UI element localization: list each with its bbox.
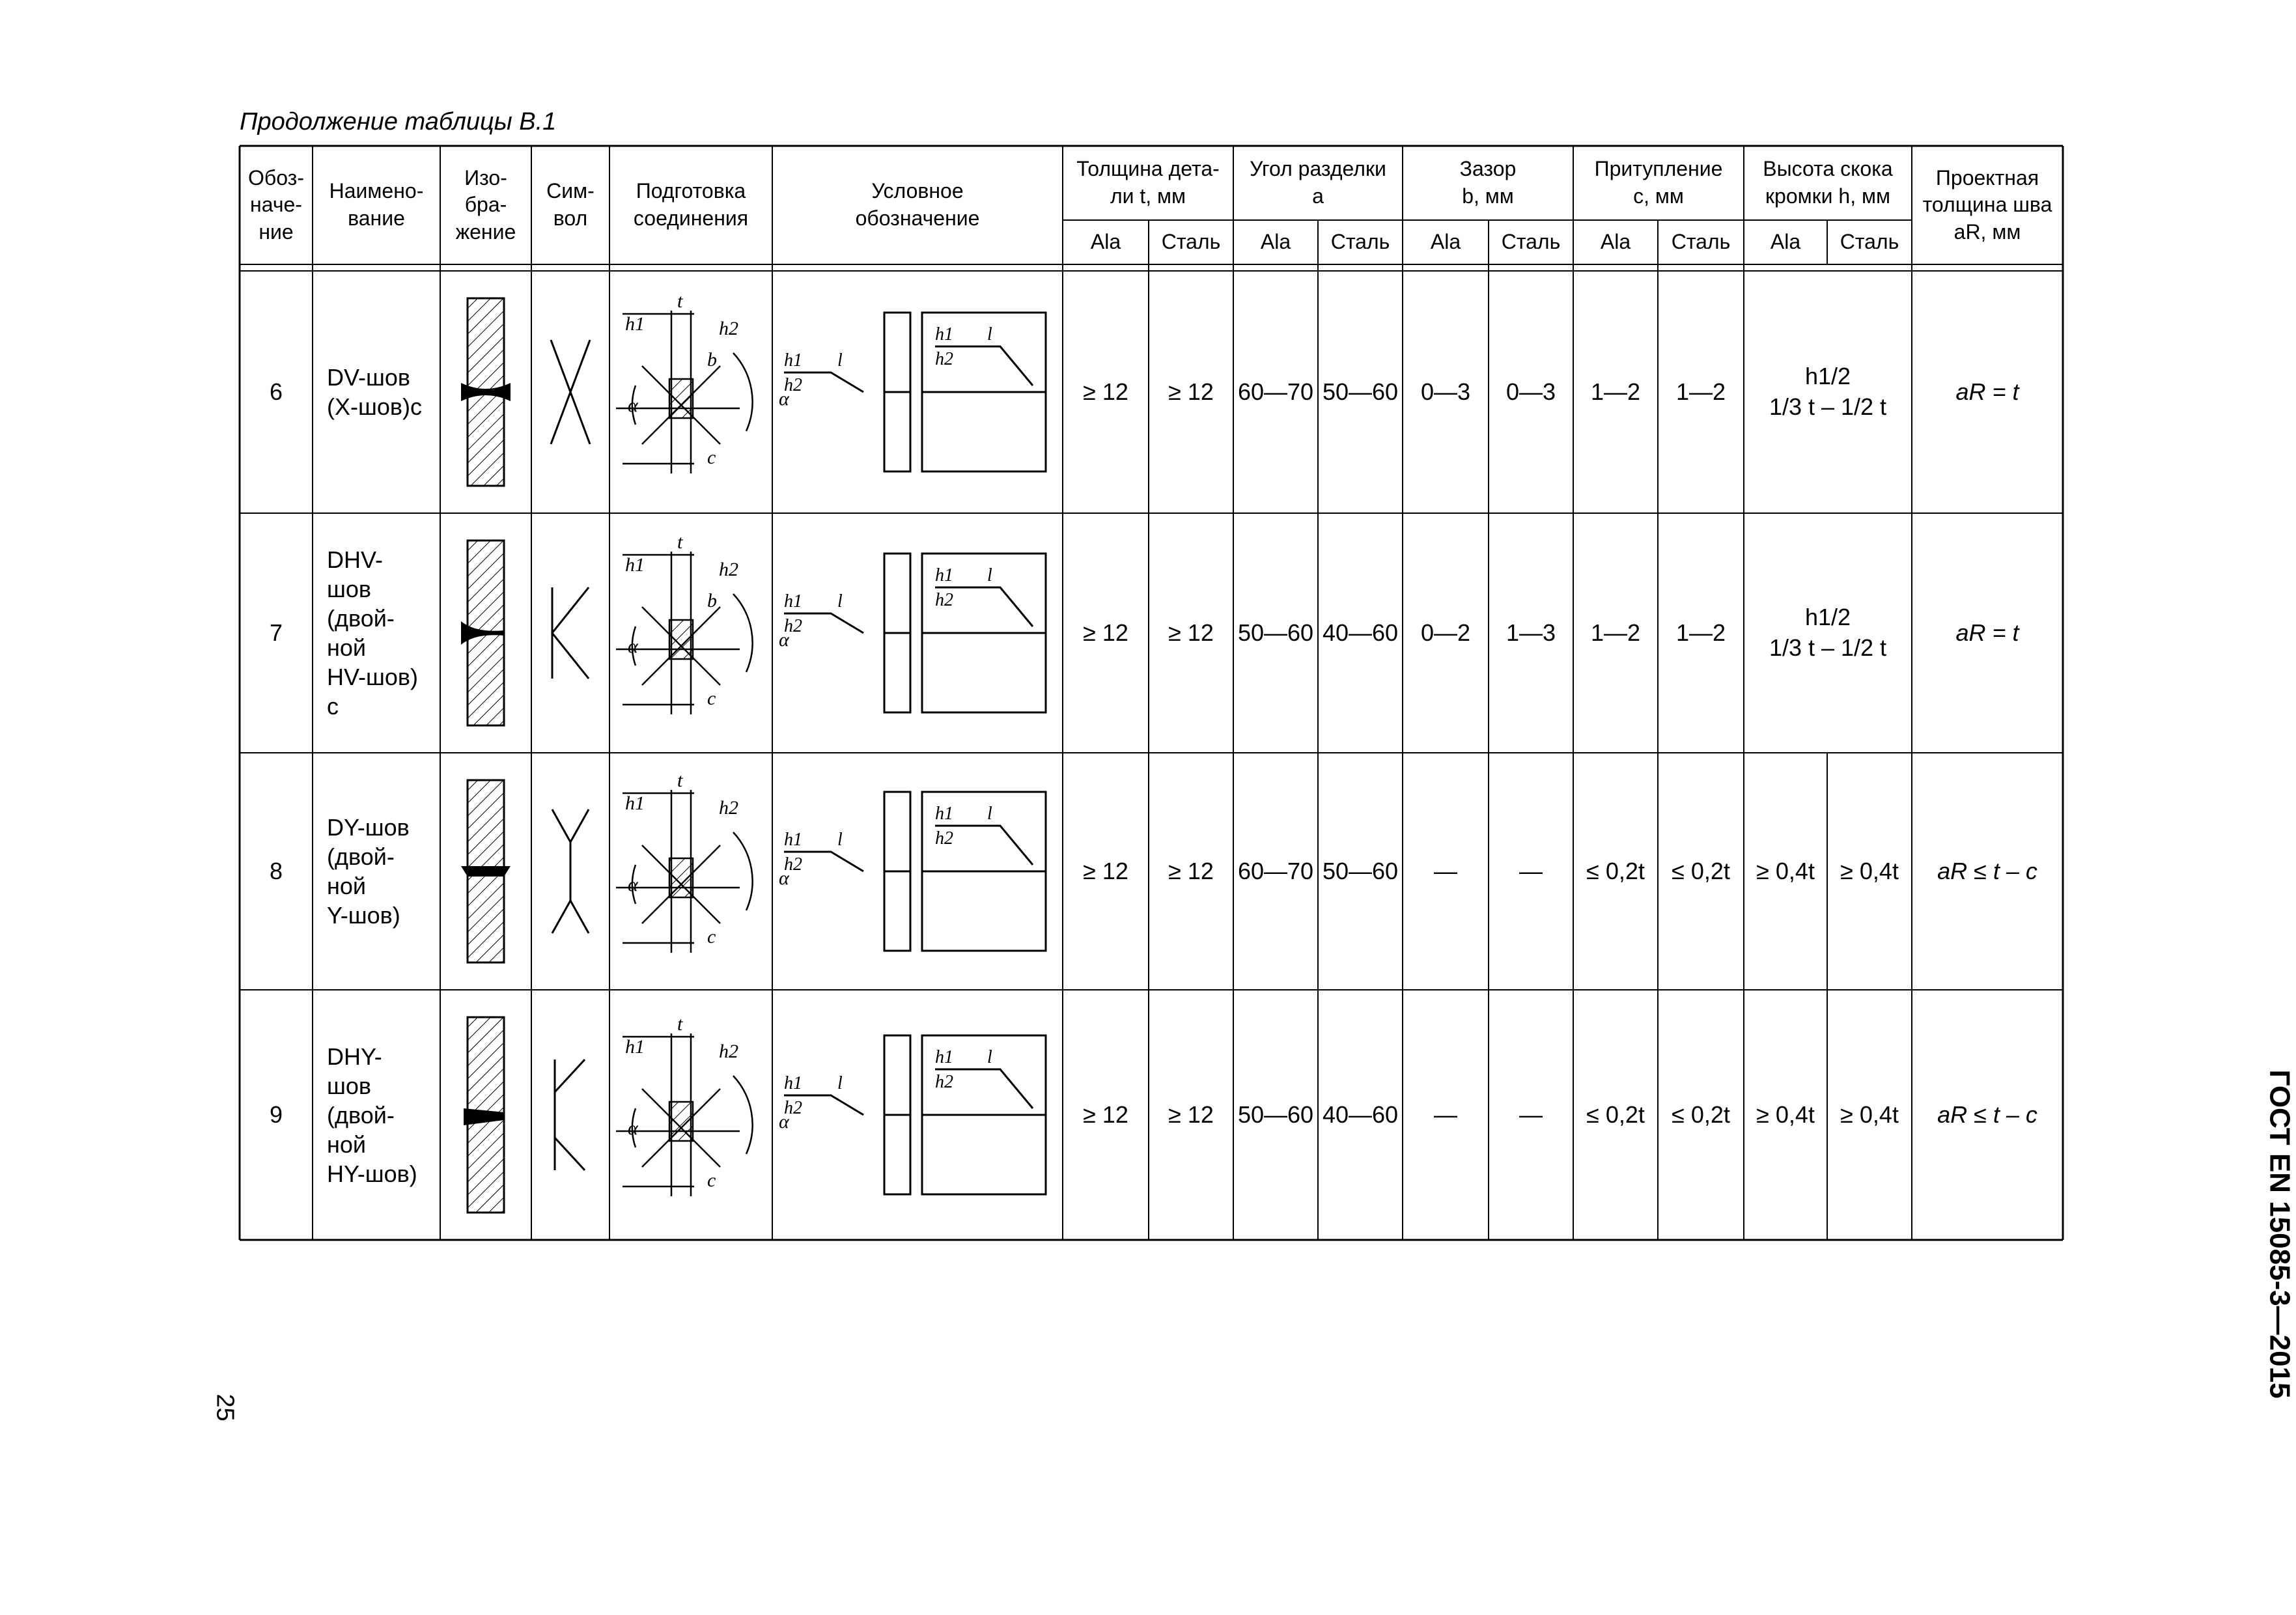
text-stack: [248, 165, 304, 246]
label-c: c: [707, 447, 716, 468]
conventional-notation-drawing: [772, 513, 1063, 753]
row-name: [313, 271, 440, 513]
text-line: Условное: [871, 179, 964, 203]
row-bevel-height: [1744, 513, 1912, 753]
joint-preparation-drawing: [609, 271, 789, 513]
text-line: Обоз-: [248, 165, 304, 190]
text-line: ние: [259, 219, 294, 244]
label-t: t: [677, 290, 683, 312]
text-line: Зазор: [1459, 157, 1517, 181]
row-gap-steel: 1—3: [1505, 619, 1556, 646]
page-number: 25: [211, 1394, 239, 1422]
text-line: соединения: [633, 206, 749, 230]
weld-image: [440, 513, 531, 753]
text-line: Проектная: [1935, 165, 2039, 190]
text-line: Толщина дета-: [1076, 157, 1220, 181]
row-blunt-steel: 1—2: [1675, 378, 1726, 405]
row-design-throat: aR = t: [1955, 378, 2019, 405]
row-thickness-steel: ≥ 12: [1168, 378, 1214, 405]
header-designation: [240, 146, 313, 264]
label-h2: h2: [784, 1098, 802, 1118]
label-h2: h2: [719, 318, 738, 339]
header-gap: [1403, 146, 1573, 220]
table-caption: Продолжение таблицы В.1: [240, 108, 557, 135]
subheader-al: Ala: [1600, 230, 1631, 254]
subheader-al: Ala: [1430, 230, 1461, 254]
text-line: ной: [327, 634, 367, 661]
row-blunt-al: ≤ 0,2t: [1586, 1101, 1645, 1128]
text-line: (двой-: [327, 843, 395, 870]
label-alpha: α: [628, 874, 638, 895]
row-angle-al: 50—60: [1237, 619, 1314, 646]
label-c: c: [707, 688, 716, 709]
text-stack: [327, 813, 410, 930]
text-stack: [329, 178, 424, 232]
text-stack: [1769, 602, 1886, 664]
label-alpha: α: [779, 629, 789, 651]
row-gap-steel: 0—3: [1505, 378, 1556, 405]
label-alpha: α: [628, 636, 638, 657]
row-bevel-al: ≥ 0,4t: [1756, 1101, 1815, 1128]
subheader-al: Ala: [1260, 230, 1291, 254]
text-line: бра-: [464, 193, 507, 217]
text-line: aR, мм: [1953, 219, 2021, 244]
weld-image: [440, 753, 531, 990]
label-h1: h1: [784, 1073, 802, 1093]
row-gap-steel: —: [1519, 857, 1543, 884]
text-stack: [1076, 156, 1220, 210]
label-alpha: α: [779, 867, 789, 889]
row-thickness-steel: ≥ 12: [1168, 619, 1214, 646]
text-stack: [634, 178, 748, 232]
label-c: c: [707, 926, 716, 948]
joint-preparation-drawing: [609, 753, 789, 990]
row-thickness-al: ≥ 12: [1083, 1101, 1128, 1128]
label-t: t: [677, 531, 683, 553]
text-line: HY-шов): [327, 1160, 417, 1187]
text-line: 1/3 t – 1/2 t: [1769, 634, 1887, 661]
text-line: Изо-: [464, 165, 507, 190]
text-line: Y-шов): [327, 902, 400, 929]
subheader-al: Ala: [1770, 230, 1801, 254]
conventional-notation-drawing: [772, 753, 1063, 990]
header-angle: [1233, 146, 1403, 220]
row-designation: 8: [269, 857, 283, 884]
label-h1: h1: [784, 591, 802, 611]
label-h2: h2: [784, 375, 802, 395]
text-stack: [327, 363, 422, 421]
text-stack: [1595, 156, 1723, 210]
label-h1: h1: [625, 1036, 645, 1058]
row-name: [313, 990, 440, 1240]
row-bevel-al: ≥ 0,4t: [1756, 857, 1815, 884]
row-angle-al: 50—60: [1237, 1101, 1314, 1128]
header-blunting: [1573, 146, 1744, 220]
text-stack: [456, 165, 516, 246]
row-thickness-al: ≥ 12: [1083, 378, 1128, 405]
header-preparation: [609, 146, 772, 264]
text-line: шов: [327, 1072, 372, 1099]
label-alpha: α: [779, 388, 789, 410]
row-blunt-steel: 1—2: [1675, 619, 1726, 646]
text-line: c, мм: [1633, 184, 1684, 208]
row-design-throat: aR = t: [1955, 619, 2019, 646]
label-l: l: [987, 565, 992, 585]
label-h2: h2: [935, 349, 953, 369]
header-bevel-height: [1744, 146, 1912, 220]
label-c: c: [707, 1170, 716, 1191]
text-stack: [856, 178, 980, 232]
row-blunt-steel: ≤ 0,2t: [1672, 857, 1730, 884]
row-designation: 7: [269, 619, 283, 646]
text-line: Сим-: [546, 179, 595, 203]
row-designation: 6: [269, 378, 283, 405]
row-blunt-al: 1—2: [1590, 378, 1641, 405]
row-thickness-al: ≥ 12: [1083, 619, 1128, 646]
row-angle-steel: 50—60: [1322, 378, 1399, 405]
conventional-notation-drawing: [772, 990, 1063, 1240]
row-bevel-steel: ≥ 0,4t: [1840, 1101, 1899, 1128]
text-line: DHV-: [327, 546, 384, 573]
label-h1: h1: [784, 830, 802, 850]
document-id: ГОСТ EN 15085-3—2015: [2263, 1069, 2296, 1399]
text-line: вание: [348, 206, 405, 230]
text-line: Угол разделки: [1250, 157, 1386, 181]
text-line: жение: [455, 219, 516, 244]
text-line: b, мм: [1462, 184, 1514, 208]
label-b: b: [707, 349, 717, 371]
label-t: t: [677, 1013, 683, 1035]
row-name: [313, 513, 440, 753]
text-line: (Х-шов)с: [327, 393, 423, 420]
label-h1: h1: [625, 793, 645, 814]
row-thickness-steel: ≥ 12: [1168, 1101, 1214, 1128]
text-stack: [1769, 361, 1886, 423]
subheader-steel: Сталь: [1840, 230, 1899, 254]
row-gap-al: —: [1434, 857, 1457, 884]
text-stack: [1763, 156, 1892, 210]
label-h2: h2: [719, 797, 738, 819]
label-h1: h1: [935, 804, 953, 824]
label-h1: h1: [784, 350, 802, 371]
label-h1: h1: [935, 1047, 953, 1067]
label-l: l: [837, 1073, 843, 1093]
text-line: ли t, мм: [1110, 184, 1186, 208]
row-designation: 9: [269, 1101, 283, 1128]
row-angle-steel: 40—60: [1322, 1101, 1399, 1128]
text-line: обозначение: [855, 206, 980, 230]
label-l: l: [987, 324, 992, 344]
text-stack: [1923, 165, 2052, 246]
label-h2: h2: [719, 559, 738, 580]
subheader-steel: Сталь: [1330, 230, 1390, 254]
row-angle-al: 60—70: [1237, 857, 1314, 884]
row-design-throat: aR ≤ t – c: [1937, 1101, 2037, 1128]
text-line: (двой-: [327, 605, 395, 632]
row-bevel-steel: ≥ 0,4t: [1840, 857, 1899, 884]
text-line: DY-шов: [327, 814, 410, 841]
label-t: t: [677, 770, 683, 791]
row-blunt-al: 1—2: [1590, 619, 1641, 646]
text-line: (двой-: [327, 1101, 395, 1129]
text-stack: [327, 545, 418, 721]
label-l: l: [837, 830, 843, 850]
label-h1: h1: [935, 324, 953, 344]
weld-symbol: [531, 271, 609, 513]
text-line: h1/2: [1804, 363, 1851, 390]
label-alpha: α: [628, 1117, 638, 1139]
header-notation: [772, 146, 1063, 264]
label-l: l: [837, 350, 843, 371]
label-h2: h2: [935, 590, 953, 610]
joint-preparation-drawing: [609, 513, 789, 753]
header-design-throat: [1912, 146, 2063, 264]
text-line: ной: [327, 1130, 367, 1158]
text-line: толщина шва: [1922, 193, 2052, 217]
joint-preparation-drawing: [609, 990, 789, 1240]
row-thickness-steel: ≥ 12: [1168, 857, 1214, 884]
row-design-throat: aR ≤ t – c: [1937, 857, 2037, 884]
label-h1: h1: [625, 554, 645, 576]
conventional-notation-drawing: [772, 271, 1063, 513]
text-line: с: [327, 693, 339, 720]
text-line: ной: [327, 873, 367, 899]
row-gap-steel: —: [1519, 1101, 1543, 1128]
header-symbol: [531, 146, 609, 264]
label-l: l: [837, 591, 843, 611]
label-h2: h2: [935, 828, 953, 849]
text-stack: [546, 178, 595, 232]
text-line: вол: [553, 206, 588, 230]
row-blunt-steel: ≤ 0,2t: [1672, 1101, 1730, 1128]
row-angle-steel: 40—60: [1322, 619, 1399, 646]
row-bevel-height: [1744, 271, 1912, 513]
text-line: Притупление: [1594, 157, 1723, 181]
header-thickness: [1063, 146, 1233, 220]
row-blunt-al: ≤ 0,2t: [1586, 857, 1645, 884]
label-l: l: [987, 804, 992, 824]
text-stack: [1460, 156, 1517, 210]
label-h1: h1: [935, 565, 953, 585]
text-line: шов: [327, 576, 372, 602]
row-gap-al: 0—2: [1420, 619, 1471, 646]
text-line: DHY-: [327, 1043, 382, 1070]
text-line: Высота скока: [1763, 157, 1893, 181]
text-stack: [1250, 156, 1386, 210]
text-line: кромки h, мм: [1765, 184, 1890, 208]
text-line: наче-: [250, 193, 302, 217]
subheader-steel: Сталь: [1161, 230, 1221, 254]
label-h2: h2: [935, 1072, 953, 1092]
row-gap-al: —: [1434, 1101, 1457, 1128]
label-b: b: [707, 590, 717, 611]
weld-table: [240, 146, 2063, 1240]
header-image: [440, 146, 531, 264]
row-angle-steel: 50—60: [1322, 857, 1399, 884]
row-thickness-al: ≥ 12: [1083, 857, 1128, 884]
weld-symbol: [531, 990, 609, 1240]
label-alpha: α: [779, 1111, 789, 1132]
text-line: 1/3 t – 1/2 t: [1769, 393, 1887, 420]
header-name: [313, 146, 440, 264]
weld-image: [440, 271, 531, 513]
row-gap-al: 0—3: [1420, 378, 1471, 405]
label-h1: h1: [625, 313, 645, 335]
subheader-steel: Сталь: [1501, 230, 1561, 254]
subheader-al: Ala: [1090, 230, 1121, 254]
text-line: a: [1312, 184, 1324, 208]
text-line: HV-шов): [327, 664, 419, 690]
subheader-steel: Сталь: [1671, 230, 1731, 254]
text-line: Подготовка: [636, 179, 746, 203]
text-line: h1/2: [1804, 604, 1851, 631]
row-name: [313, 753, 440, 990]
text-stack: [327, 1042, 417, 1188]
text-line: Наимено-: [329, 179, 424, 203]
text-line: DV-шов: [327, 364, 411, 391]
weld-symbol: [531, 753, 609, 990]
label-h2: h2: [719, 1041, 738, 1062]
label-h2: h2: [784, 616, 802, 636]
label-alpha: α: [628, 395, 638, 416]
weld-image: [440, 990, 531, 1240]
label-l: l: [987, 1047, 992, 1067]
label-h2: h2: [784, 854, 802, 875]
row-angle-al: 60—70: [1237, 378, 1314, 405]
weld-symbol: [531, 513, 609, 753]
